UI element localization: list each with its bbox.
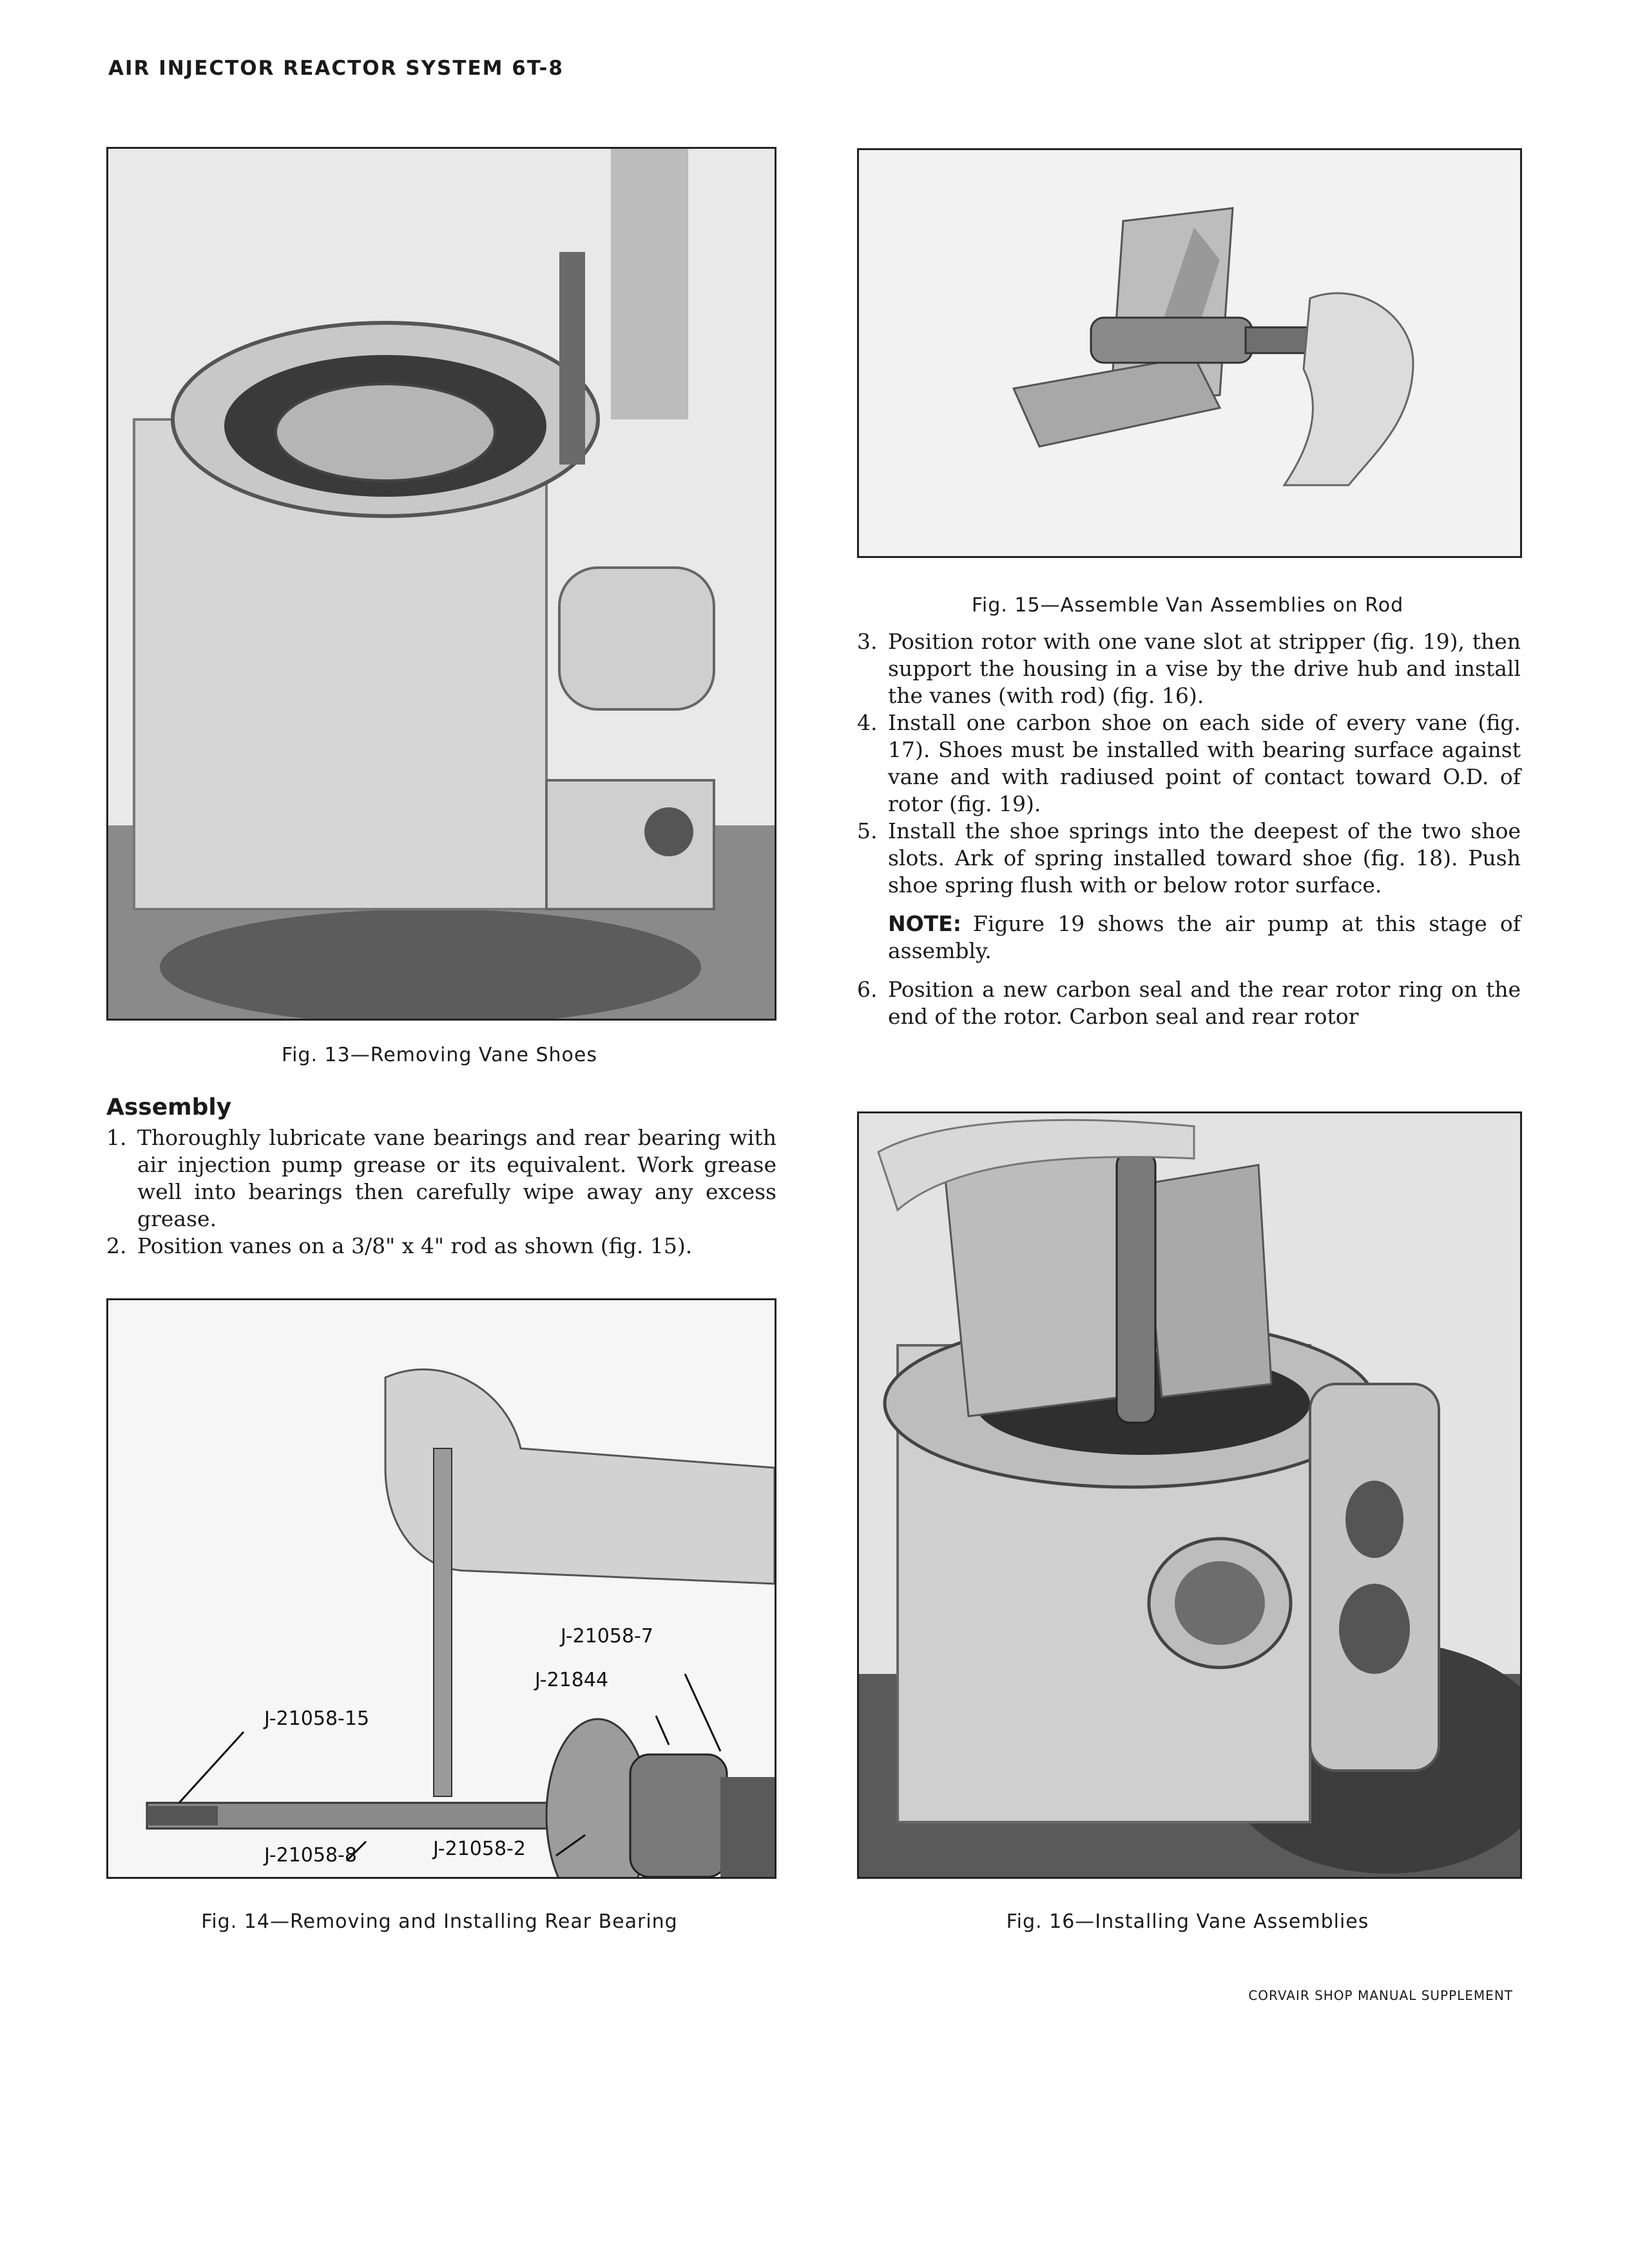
assembly-steps — [106, 1124, 776, 1260]
step-6 — [857, 976, 1521, 1030]
step-4 — [857, 709, 1521, 818]
callout-j21058-8: J-21058-8 — [264, 1844, 357, 1867]
note-block — [888, 910, 1521, 965]
fig16-caption: Fig. 16—Installing Vane Assemblies — [1006, 1910, 1369, 1933]
step-number: 3. — [857, 629, 878, 654]
step-number: 4. — [857, 710, 878, 735]
page-header: AIR INJECTOR REACTOR SYSTEM 6T-8 — [108, 57, 564, 80]
step-text: Install the shoe springs into the deepest of the two shoe slots. Ark of spring installed toward shoe (fig. 18). Push shoe spring flush with or below rotor surface. — [888, 818, 1521, 898]
step-3 — [857, 628, 1521, 709]
fig14-caption: Fig. 14—Removing and Installing Rear Bearing — [201, 1910, 678, 1933]
fig15-caption: Fig. 15—Assemble Van Assemblies on Rod — [971, 594, 1404, 617]
step-text: Position vanes on a 3/8" x 4" rod as shown (fig. 15). — [137, 1233, 693, 1258]
page-footer: CORVAIR SHOP MANUAL SUPPLEMENT — [1248, 1988, 1513, 2003]
installing-vanes-illustration — [859, 1113, 1520, 1877]
rear-bearing-illustration — [108, 1300, 775, 1877]
step-text: Position rotor with one vane slot at stripper (fig. 19), then support the housing in a vise by the drive hub and install the vanes (with rod) (fig. 16). — [888, 629, 1521, 708]
callout-j21058-7: J-21058-7 — [561, 1625, 653, 1648]
fig15-photo — [857, 148, 1522, 558]
step-text: Install one carbon shoe on each side of every vane (fig. 17). Shoes must be installed with bearing surface against vane and with radiused point of contact toward O.D. of rotor (fig. 19). — [888, 710, 1521, 816]
step-number: 5. — [857, 818, 878, 843]
note-text: Figure 19 shows the air pump at this stage of assembly. — [888, 911, 1521, 963]
step-text: Position a new carbon seal and the rear rotor ring on the end of the rotor. Carbon seal and rear rotor — [888, 977, 1521, 1029]
note-label: NOTE: — [888, 911, 961, 936]
step-number: 6. — [857, 977, 878, 1002]
assembly-heading: Assembly — [106, 1094, 232, 1120]
callout-j21844: J-21844 — [535, 1669, 609, 1691]
pump-housing-illustration — [108, 149, 775, 1019]
right-column-text — [857, 628, 1521, 1030]
step-2 — [106, 1233, 776, 1260]
vane-assemblies-illustration — [859, 150, 1520, 556]
step-number: 1. — [106, 1125, 127, 1150]
step-5 — [857, 818, 1521, 899]
callout-j21058-15: J-21058-15 — [264, 1707, 370, 1730]
callout-j21058-2: J-21058-2 — [433, 1838, 526, 1860]
step-text: Thoroughly lubricate vane bearings and rear bearing with air injection pump grease or its equivalent. Work grease well into bearings then carefully wipe away any excess grease. — [137, 1125, 776, 1231]
fig13-caption: Fig. 13—Removing Vane Shoes — [282, 1044, 597, 1066]
fig13-photo — [106, 147, 776, 1021]
step-1 — [106, 1124, 776, 1233]
fig16-photo — [857, 1111, 1522, 1879]
fig14-photo — [106, 1298, 776, 1879]
step-number: 2. — [106, 1233, 127, 1258]
